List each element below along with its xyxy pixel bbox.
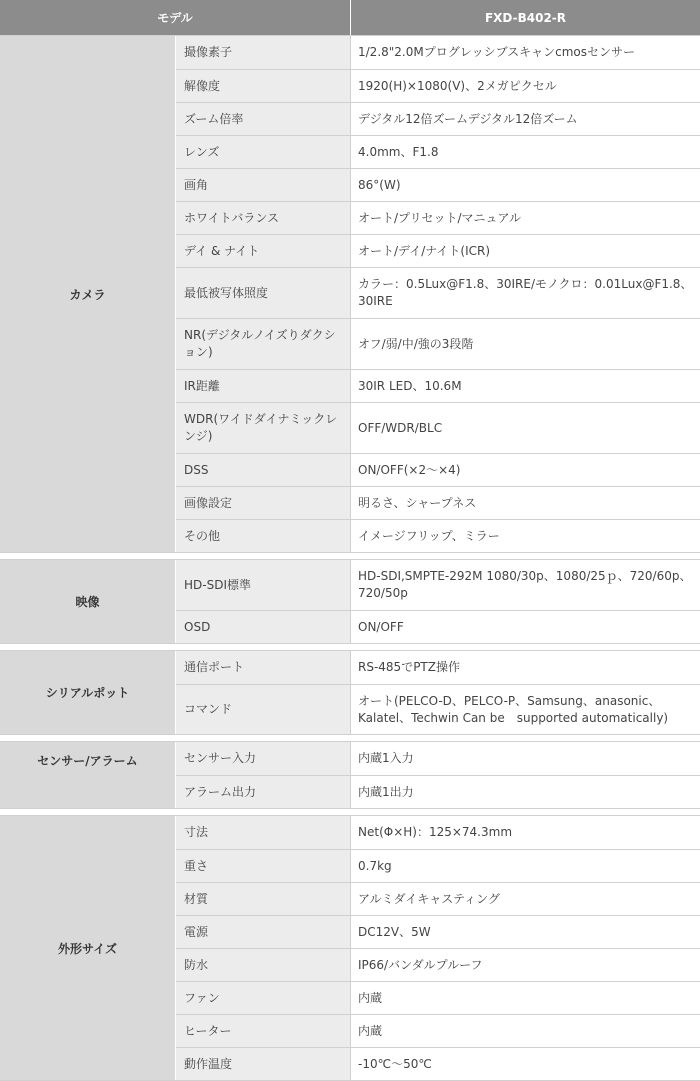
spec-row: [176, 36, 700, 69]
spec-value: RS-485でPTZ操作: [351, 651, 700, 684]
spec-row: [176, 201, 700, 234]
spec-row: [176, 486, 700, 519]
spec-row: [176, 775, 700, 808]
category-label: シリアルポット: [0, 651, 176, 734]
spec-row: [176, 453, 700, 486]
spec-row: [176, 742, 700, 775]
spec-label: 材質: [176, 883, 351, 915]
category-label: 外形サイズ: [0, 816, 176, 1080]
group-video: [0, 559, 700, 644]
spec-value: ON/OFF(×2～×4): [351, 454, 700, 486]
group-serial-port: [0, 650, 700, 735]
spec-row: [176, 610, 700, 643]
spec-label: HD-SDI標準: [176, 560, 351, 610]
spec-label: 解像度: [176, 70, 351, 102]
spec-value: 内蔵: [351, 1015, 700, 1047]
spec-value: 明るさ、シャープネス: [351, 487, 700, 519]
spec-row: [176, 318, 700, 369]
category-label: カメラ: [0, 36, 176, 552]
spec-value: HD-SDI,SMPTE-292M 1080/30p、1080/25ｐ、720/60p、720/50p: [351, 560, 700, 610]
spec-label: 防水: [176, 949, 351, 981]
spec-value: イメージフリップ、ミラー: [351, 520, 700, 552]
spec-label: 最低被写体照度: [176, 268, 351, 318]
spec-label: レンズ: [176, 136, 351, 168]
spec-label: デイ & ナイト: [176, 235, 351, 267]
spec-row: [176, 135, 700, 168]
spec-row: [176, 651, 700, 684]
spec-row: [176, 560, 700, 610]
spec-value: ON/OFF: [351, 611, 700, 643]
group-dimensions: [0, 815, 700, 1081]
spec-label: センサー入力: [176, 742, 351, 775]
model-header-label: モデル: [0, 0, 351, 35]
spec-value: オート/プリセット/マニュアル: [351, 202, 700, 234]
spec-row: [176, 948, 700, 981]
spec-value: デジタル12倍ズームデジタル12倍ズーム: [351, 103, 700, 135]
spec-row: [176, 816, 700, 849]
spec-row: [176, 981, 700, 1014]
spec-value: 86°(W): [351, 169, 700, 201]
spec-value: オフ/弱/中/強の3段階: [351, 319, 700, 369]
spec-label: 重さ: [176, 850, 351, 882]
spec-label: ズーム倍率: [176, 103, 351, 135]
spec-label: DSS: [176, 454, 351, 486]
spec-label: 画像設定: [176, 487, 351, 519]
spec-value: 内蔵1入力: [351, 742, 700, 775]
spec-row: [176, 102, 700, 135]
spec-label: 動作温度: [176, 1048, 351, 1080]
spec-row: [176, 915, 700, 948]
spec-row: [176, 519, 700, 552]
spec-label: 電源: [176, 916, 351, 948]
spec-label: 撮像素子: [176, 36, 351, 69]
spec-value: 内蔵1出力: [351, 776, 700, 808]
model-header-value: FXD-B402-R: [484, 10, 567, 25]
spec-row: [176, 267, 700, 318]
group-sensor-alarm: [0, 741, 700, 809]
spec-label: その他: [176, 520, 351, 552]
spec-value: -10℃～50℃: [351, 1048, 700, 1080]
spec-value: IP66/バンダルプルーフ: [351, 949, 700, 981]
spec-value: DC12V、5W: [351, 916, 700, 948]
spec-value: 4.0mm、F1.8: [351, 136, 700, 168]
spec-label: 寸法: [176, 816, 351, 849]
spec-row: [176, 1014, 700, 1047]
spec-value: 内蔵: [351, 982, 700, 1014]
spec-row: [176, 882, 700, 915]
category-label: センサー/アラーム: [0, 742, 176, 808]
spec-row: [176, 402, 700, 453]
category-label: 映像: [0, 560, 176, 643]
table-header: [0, 0, 700, 35]
spec-label: 通信ポート: [176, 651, 351, 684]
spec-row: [176, 684, 700, 734]
spec-value: OFF/WDR/BLC: [351, 403, 700, 453]
spec-label: アラーム出力: [176, 776, 351, 808]
spec-label: IR距離: [176, 370, 351, 402]
spec-value: オート/デイ/ナイト(ICR): [351, 235, 700, 267]
spec-row: [176, 168, 700, 201]
spec-value: アルミダイキャスティング: [351, 883, 700, 915]
spec-value: 0.7kg: [351, 850, 700, 882]
spec-label: WDR(ワイドダイナミックレンジ): [176, 403, 351, 453]
spec-value: 30IR LED、10.6M: [351, 370, 700, 402]
spec-label: ヒーター: [176, 1015, 351, 1047]
spec-row: [176, 369, 700, 402]
spec-row: [176, 1047, 700, 1080]
spec-label: 画角: [176, 169, 351, 201]
spec-label: ホワイトバランス: [176, 202, 351, 234]
spec-value: オート(PELCO-D、PELCO-P、Samsung、anasonic、Kalatel、Techwin Can be supported automatically): [351, 685, 700, 734]
spec-value: Net(Φ×H)：125×74.3mm: [351, 816, 700, 849]
group-camera: [0, 35, 700, 553]
spec-value: カラー：0.5Lux@F1.8、30IRE/モノクロ：0.01Lux@F1.8、30IRE: [351, 268, 700, 318]
spec-label: ファン: [176, 982, 351, 1014]
spec-value: 1920(H)×1080(V)、2メガピクセル: [351, 70, 700, 102]
spec-label: NR(デジタルノイズりダクション): [176, 319, 351, 369]
spec-label: OSD: [176, 611, 351, 643]
spec-row: [176, 234, 700, 267]
spec-value: 1/2.8"2.0Mプログレッシブスキャンcmosセンサー: [351, 36, 700, 69]
spec-row: [176, 849, 700, 882]
spec-label: コマンド: [176, 685, 351, 734]
spec-row: [176, 69, 700, 102]
